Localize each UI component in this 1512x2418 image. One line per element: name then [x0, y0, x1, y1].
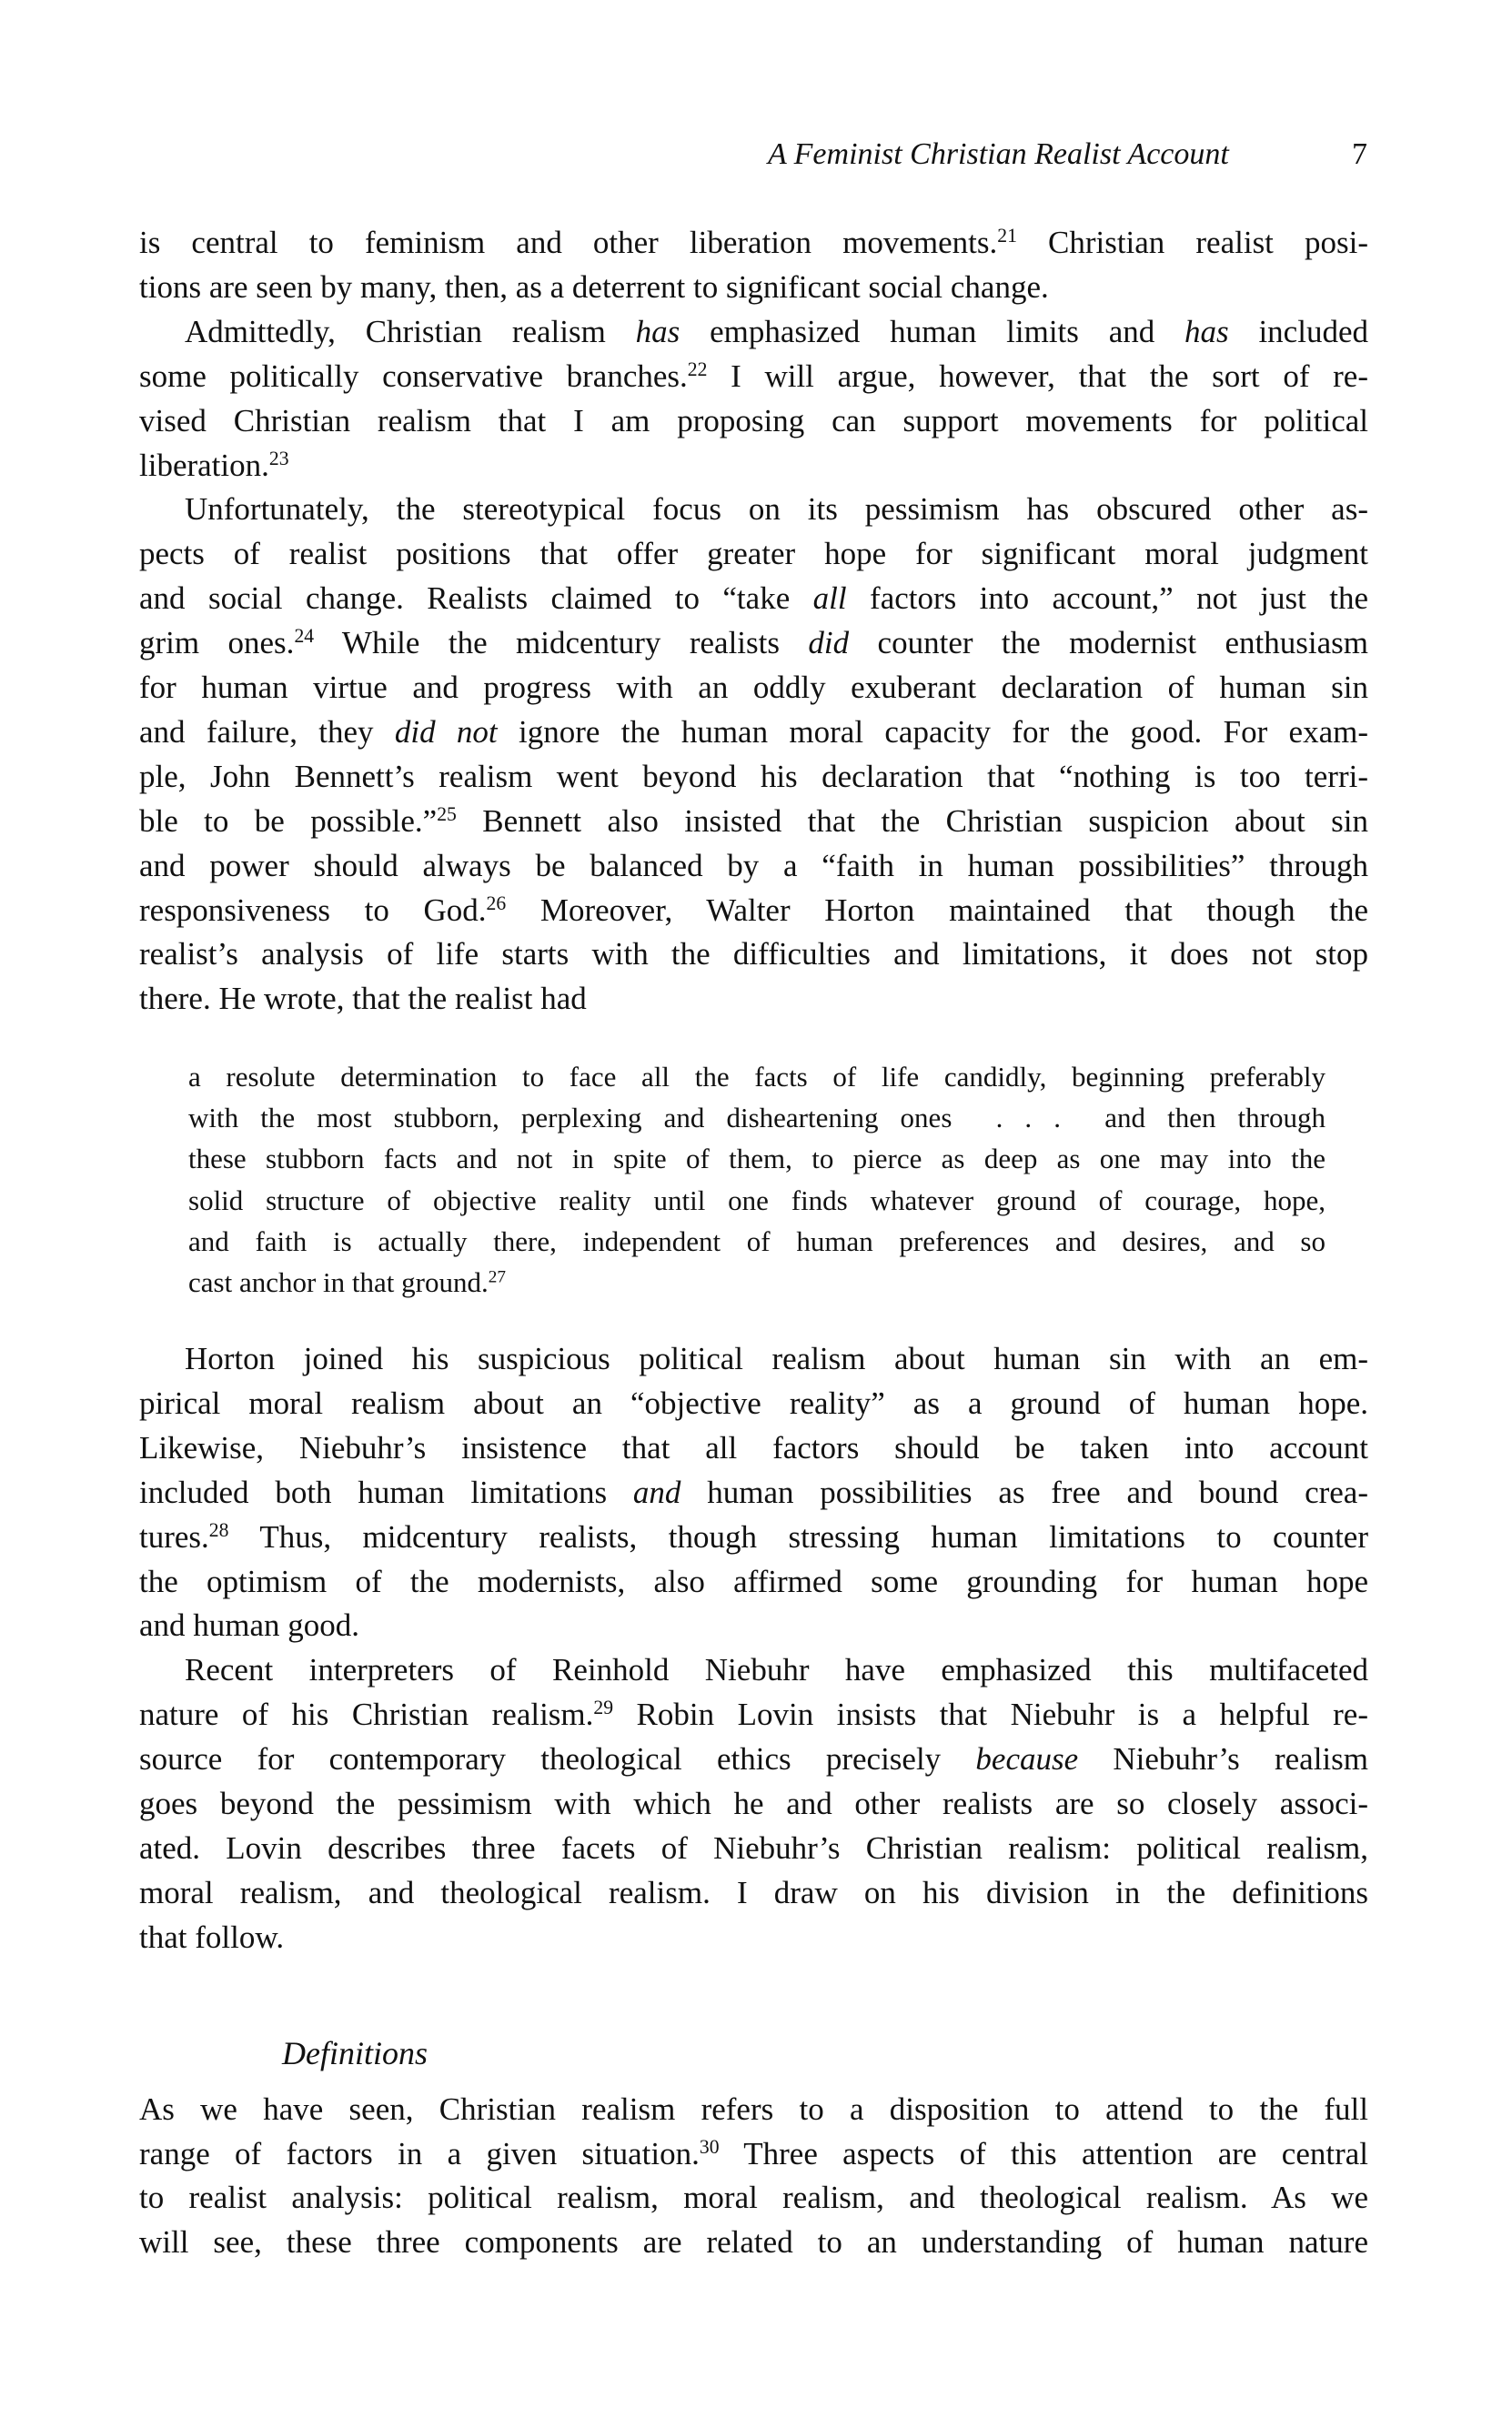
text-line: [139, 1475, 1368, 1518]
text-run: Likewise, Niebuhr’s insistence that all factors should be taken into account: [139, 1429, 1368, 1466]
text-run: Unfortunately, the stereotypical focus on its pessimism has obscured other as-: [185, 491, 1368, 528]
text-line: [139, 981, 1368, 1024]
text-line: [139, 1607, 1368, 1651]
quote-line: [188, 1266, 1326, 1310]
text-run: pects of realist positions that offer greater hope for significant moral judgment: [139, 536, 1368, 572]
text-line: [185, 491, 1368, 535]
text-line: [139, 1830, 1368, 1874]
text-run: As we have seen, Christian realism refers to a disposition to attend to the full: [139, 2091, 1368, 2127]
footnote-marker: 26: [486, 892, 507, 914]
text-run: included both human limitations: [139, 1474, 633, 1510]
quote-line: [188, 1102, 1326, 1145]
text-line: [139, 892, 1368, 936]
text-line: [185, 314, 1368, 358]
text-run: Robin Lovin insists that Niebuhr is a helpful re-: [613, 1697, 1368, 1733]
text-line: [139, 2091, 1368, 2135]
footnote-marker: 28: [208, 1518, 229, 1541]
text-run: I will argue, however, that the sort of re-: [707, 358, 1368, 394]
text-run: Bennett also insisted that the Christian suspicion about sin: [456, 802, 1368, 839]
text-run: and faith is actually there, independent of human preferences and desires, and so: [188, 1224, 1326, 1257]
text-run: ble to be possible.”: [139, 802, 438, 839]
text-run: ated. Lovin describes three facets of Niebuhr’s Christian realism: political realism,: [139, 1829, 1368, 1866]
text-line: [139, 403, 1368, 447]
quote-line: [188, 1225, 1326, 1269]
text-run: Moreover, Walter Horton maintained that though the: [506, 892, 1368, 928]
text-run: a resolute determination to face all the facts of life candidly, beginning preferably: [188, 1061, 1326, 1093]
text-run: is central to feminism and other liberation movements.: [139, 225, 998, 260]
emphasis-text: did not: [394, 713, 498, 750]
text-run: with the most stubborn, perplexing and disheartening ones . . . and then through: [188, 1102, 1326, 1134]
footnote-marker: 29: [593, 1697, 614, 1719]
text-run: grim ones.: [139, 625, 295, 661]
text-run: Thus, midcentury realists, though stressing human limitations to counter: [228, 1518, 1368, 1555]
text-run: realist’s analysis of life starts with the difficulties and limitations, it does not stop: [139, 936, 1368, 972]
text-line: [139, 625, 1368, 669]
text-run: human possibilities as free and bound crea-: [680, 1474, 1368, 1510]
text-line: [139, 1519, 1368, 1563]
text-run: Admittedly, Christian realism: [185, 313, 636, 349]
text-run: counter the modernist enthusiasm: [849, 625, 1368, 661]
emphasis-text: has: [1184, 313, 1229, 349]
text-run: and power should always be balanced by a “faith in human possibilities” through: [139, 847, 1368, 883]
text-run: responsiveness to God.: [139, 892, 487, 928]
text-line: [139, 1697, 1368, 1740]
emphasis-text: and: [632, 1474, 681, 1510]
text-run: and social change. Realists claimed to “take: [139, 580, 813, 617]
quote-line: [188, 1061, 1326, 1104]
text-run: vised Christian realism that I am proposing can support movements for political: [139, 402, 1368, 438]
text-run: Niebuhr’s realism: [1078, 1741, 1368, 1778]
text-line: [139, 759, 1368, 802]
text-line: [139, 848, 1368, 892]
text-line: [139, 2224, 1368, 2268]
text-run: emphasized human limits and: [680, 313, 1185, 349]
text-line: [139, 1564, 1368, 1607]
text-line: [139, 2180, 1368, 2223]
quote-line: [188, 1184, 1326, 1228]
emphasis-text: has: [635, 313, 680, 349]
footnote-marker: 24: [294, 625, 315, 648]
text-run: and failure, they: [139, 713, 395, 750]
page-number: 7: [1352, 137, 1367, 171]
text-line: [139, 936, 1368, 980]
text-run: pirical moral realism about an “objective reality” as a ground of human hope.: [139, 1385, 1368, 1421]
section-heading: Definitions: [282, 2035, 428, 2071]
text-line: [139, 1430, 1368, 1474]
text-run: to realist analysis: political realism, moral realism, and theological realism. As we: [139, 2180, 1368, 2215]
emphasis-text: did: [808, 625, 850, 661]
text-run: factors into account,” not just the: [846, 580, 1368, 617]
text-run: and human good.: [139, 1607, 360, 1644]
text-run: that follow.: [139, 1919, 285, 1955]
text-line: [139, 1919, 1368, 1963]
text-run: solid structure of objective reality until one finds whatever ground of courage, hope,: [188, 1184, 1326, 1216]
text-run: While the midcentury realists: [314, 625, 809, 661]
text-run: Christian realist posi-: [1016, 225, 1368, 260]
footnote-marker: 30: [699, 2135, 720, 2158]
text-line: [139, 2136, 1368, 2180]
text-run: goes beyond the pessimism with which he and other realists are so closely associ-: [139, 1786, 1368, 1821]
text-run: some politically conservative branches.: [139, 358, 688, 394]
emphasis-text: because: [975, 1741, 1079, 1778]
text-run: range of factors in a given situation.: [139, 2135, 700, 2171]
footnote-marker: 21: [997, 225, 1017, 247]
text-line: [139, 1875, 1368, 1919]
text-run: ignore the human moral capacity for the good. For exam-: [497, 713, 1368, 750]
footnote-marker: 25: [437, 802, 457, 825]
running-head-title: A Feminist Christian Realist Account: [768, 137, 1229, 171]
text-run: included: [1228, 313, 1368, 349]
text-run: ple, John Bennett’s realism went beyond his declaration that “nothing is too terri-: [139, 758, 1368, 794]
text-run: source for contemporary theological ethics precisely: [139, 1741, 976, 1778]
text-line: [139, 803, 1368, 847]
text-line: [139, 670, 1368, 713]
footnote-marker: 27: [488, 1267, 506, 1287]
text-run: liberation.: [139, 447, 269, 483]
text-run: these stubborn facts and not in spite of them, to pierce as deep as one may into the: [188, 1143, 1326, 1175]
text-run: there. He wrote, that the realist had: [139, 981, 587, 1017]
text-run: Horton joined his suspicious political realism about human sin with an em-: [185, 1341, 1368, 1376]
text-run: will see, these three components are related to an understanding of human nature: [139, 2223, 1368, 2260]
text-line: [139, 1786, 1368, 1829]
text-run: tures.: [139, 1518, 209, 1555]
emphasis-text: all: [812, 580, 847, 617]
text-run: moral realism, and theological realism. I draw on his division in the definitions: [139, 1874, 1368, 1910]
text-run: Recent interpreters of Reinhold Niebuhr have emphasized this multifaceted: [185, 1652, 1368, 1688]
text-line: [139, 714, 1368, 758]
text-line: [139, 358, 1368, 402]
text-line: [139, 269, 1368, 313]
text-line: [139, 1741, 1368, 1785]
text-line: [185, 1341, 1368, 1385]
text-run: tions are seen by many, then, as a deterrent to significant social change.: [139, 268, 1049, 305]
text-run: for human virtue and progress with an oddly exuberant declaration of human sin: [139, 670, 1368, 705]
text-run: Three aspects of this attention are central: [719, 2135, 1368, 2171]
text-line: [139, 580, 1368, 624]
text-run: nature of his Christian realism.: [139, 1697, 594, 1733]
text-run: cast anchor in that ground.: [188, 1266, 489, 1298]
text-line: [139, 536, 1368, 579]
text-line: [139, 448, 1368, 491]
quote-line: [188, 1143, 1326, 1186]
footnote-marker: 22: [687, 358, 708, 380]
text-line: [139, 225, 1368, 268]
text-run: the optimism of the modernists, also affirmed some grounding for human hope: [139, 1563, 1368, 1599]
text-line: [185, 1652, 1368, 1696]
text-line: [139, 1385, 1368, 1429]
footnote-marker: 23: [268, 447, 289, 469]
